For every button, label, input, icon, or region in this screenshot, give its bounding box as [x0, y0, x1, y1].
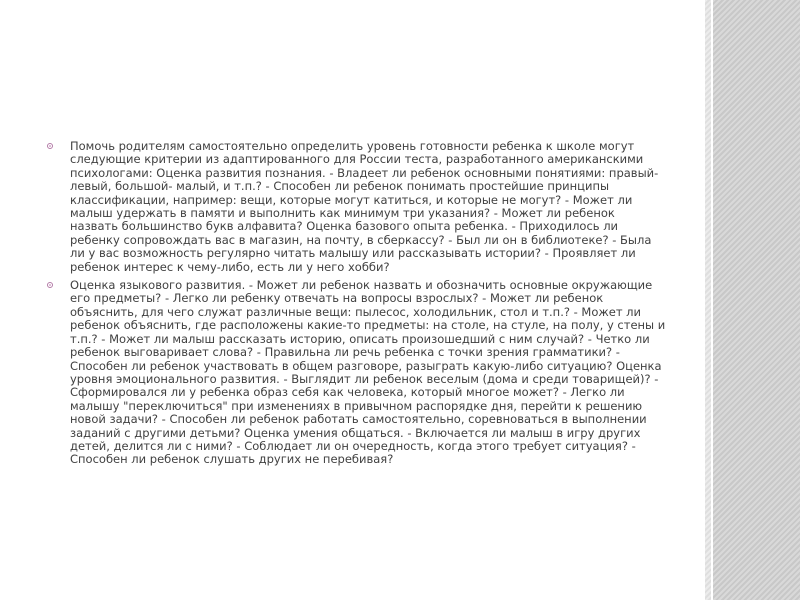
bullet-item-language-criteria: [46, 279, 666, 467]
bullet-item-cognitive-criteria: [46, 140, 666, 274]
bullet-list: [46, 140, 666, 467]
bullet-text: Помочь родителям самостоятельно определить уровень готовности ребенка к школе могут следующие критерии из адаптированного для России теста, разработанного американскими психологами: Оценка развития познания. - Владеет ли ребенок основными понятиями: правый-левый, большой- малый, и т.п.? - Способен ли ребенок понимать простейшие принципы классификации, например: вещи, которые могут катиться, и которые не могут? - Может ли малыш удержать в памяти и выполнить как минимум три указания? - Может ли ребенок назвать большинство букв алфавита? Оценка базового опыта ребенка. - Приходилось ли ребенку сопровождать вас в магазин, на почту, в сберкассу? - Был ли он в библиотеке? - Была ли у вас возможность регулярно читать малышу или рассказывать истории? - Проявляет ли ребенок интерес к чему-либо, есть ли у него хобби?: [70, 139, 659, 274]
ring-bullet-icon: [47, 282, 53, 288]
decorative-side-bar: [713, 0, 800, 600]
bullet-text: Оценка языкового развития. - Может ли ребенок назвать и обозначить основные окружающие его предметы? - Легко ли ребенку отвечать на вопросы взрослых? - Может ли ребенок объяснить, для чего служат различные вещи: пылесос, холодильник, стол и т.п.? - Может ли ребенок объяснить, где расположены какие-то предметы: на столе, на стуле, на полу, у стены и т.п.? - Может ли малыш рассказать историю, описать произошедший с ним случай? - Четко ли ребенок выговаривает слова? - Правильна ли речь ребенка с точки зрения грамматики? - Способен ли ребенок участвовать в общем разговоре, разыграть какую-либо ситуацию? Оценка уровня эмоционального развития. - Выглядит ли ребенок веселым (дома и среди товарищей)? - Сформировался ли у ребенка образ себя как человека, который многое может? - Легко ли малышу "переключиться" при изменениях в привычном распорядке дня, перейти к решению новой задачи? - Способен ли ребенок работать самостоятельно, соревноваться в выполнении заданий с другими детьми? Оценка умения общаться. - Включается ли малыш в игру других детей, делится ли с ними? - Соблюдает ли он очередность, когда этого требует ситуация? - Способен ли ребенок слушать других не перебивая?: [70, 278, 666, 467]
slide-content: [46, 140, 666, 472]
ring-bullet-icon: [47, 143, 53, 149]
